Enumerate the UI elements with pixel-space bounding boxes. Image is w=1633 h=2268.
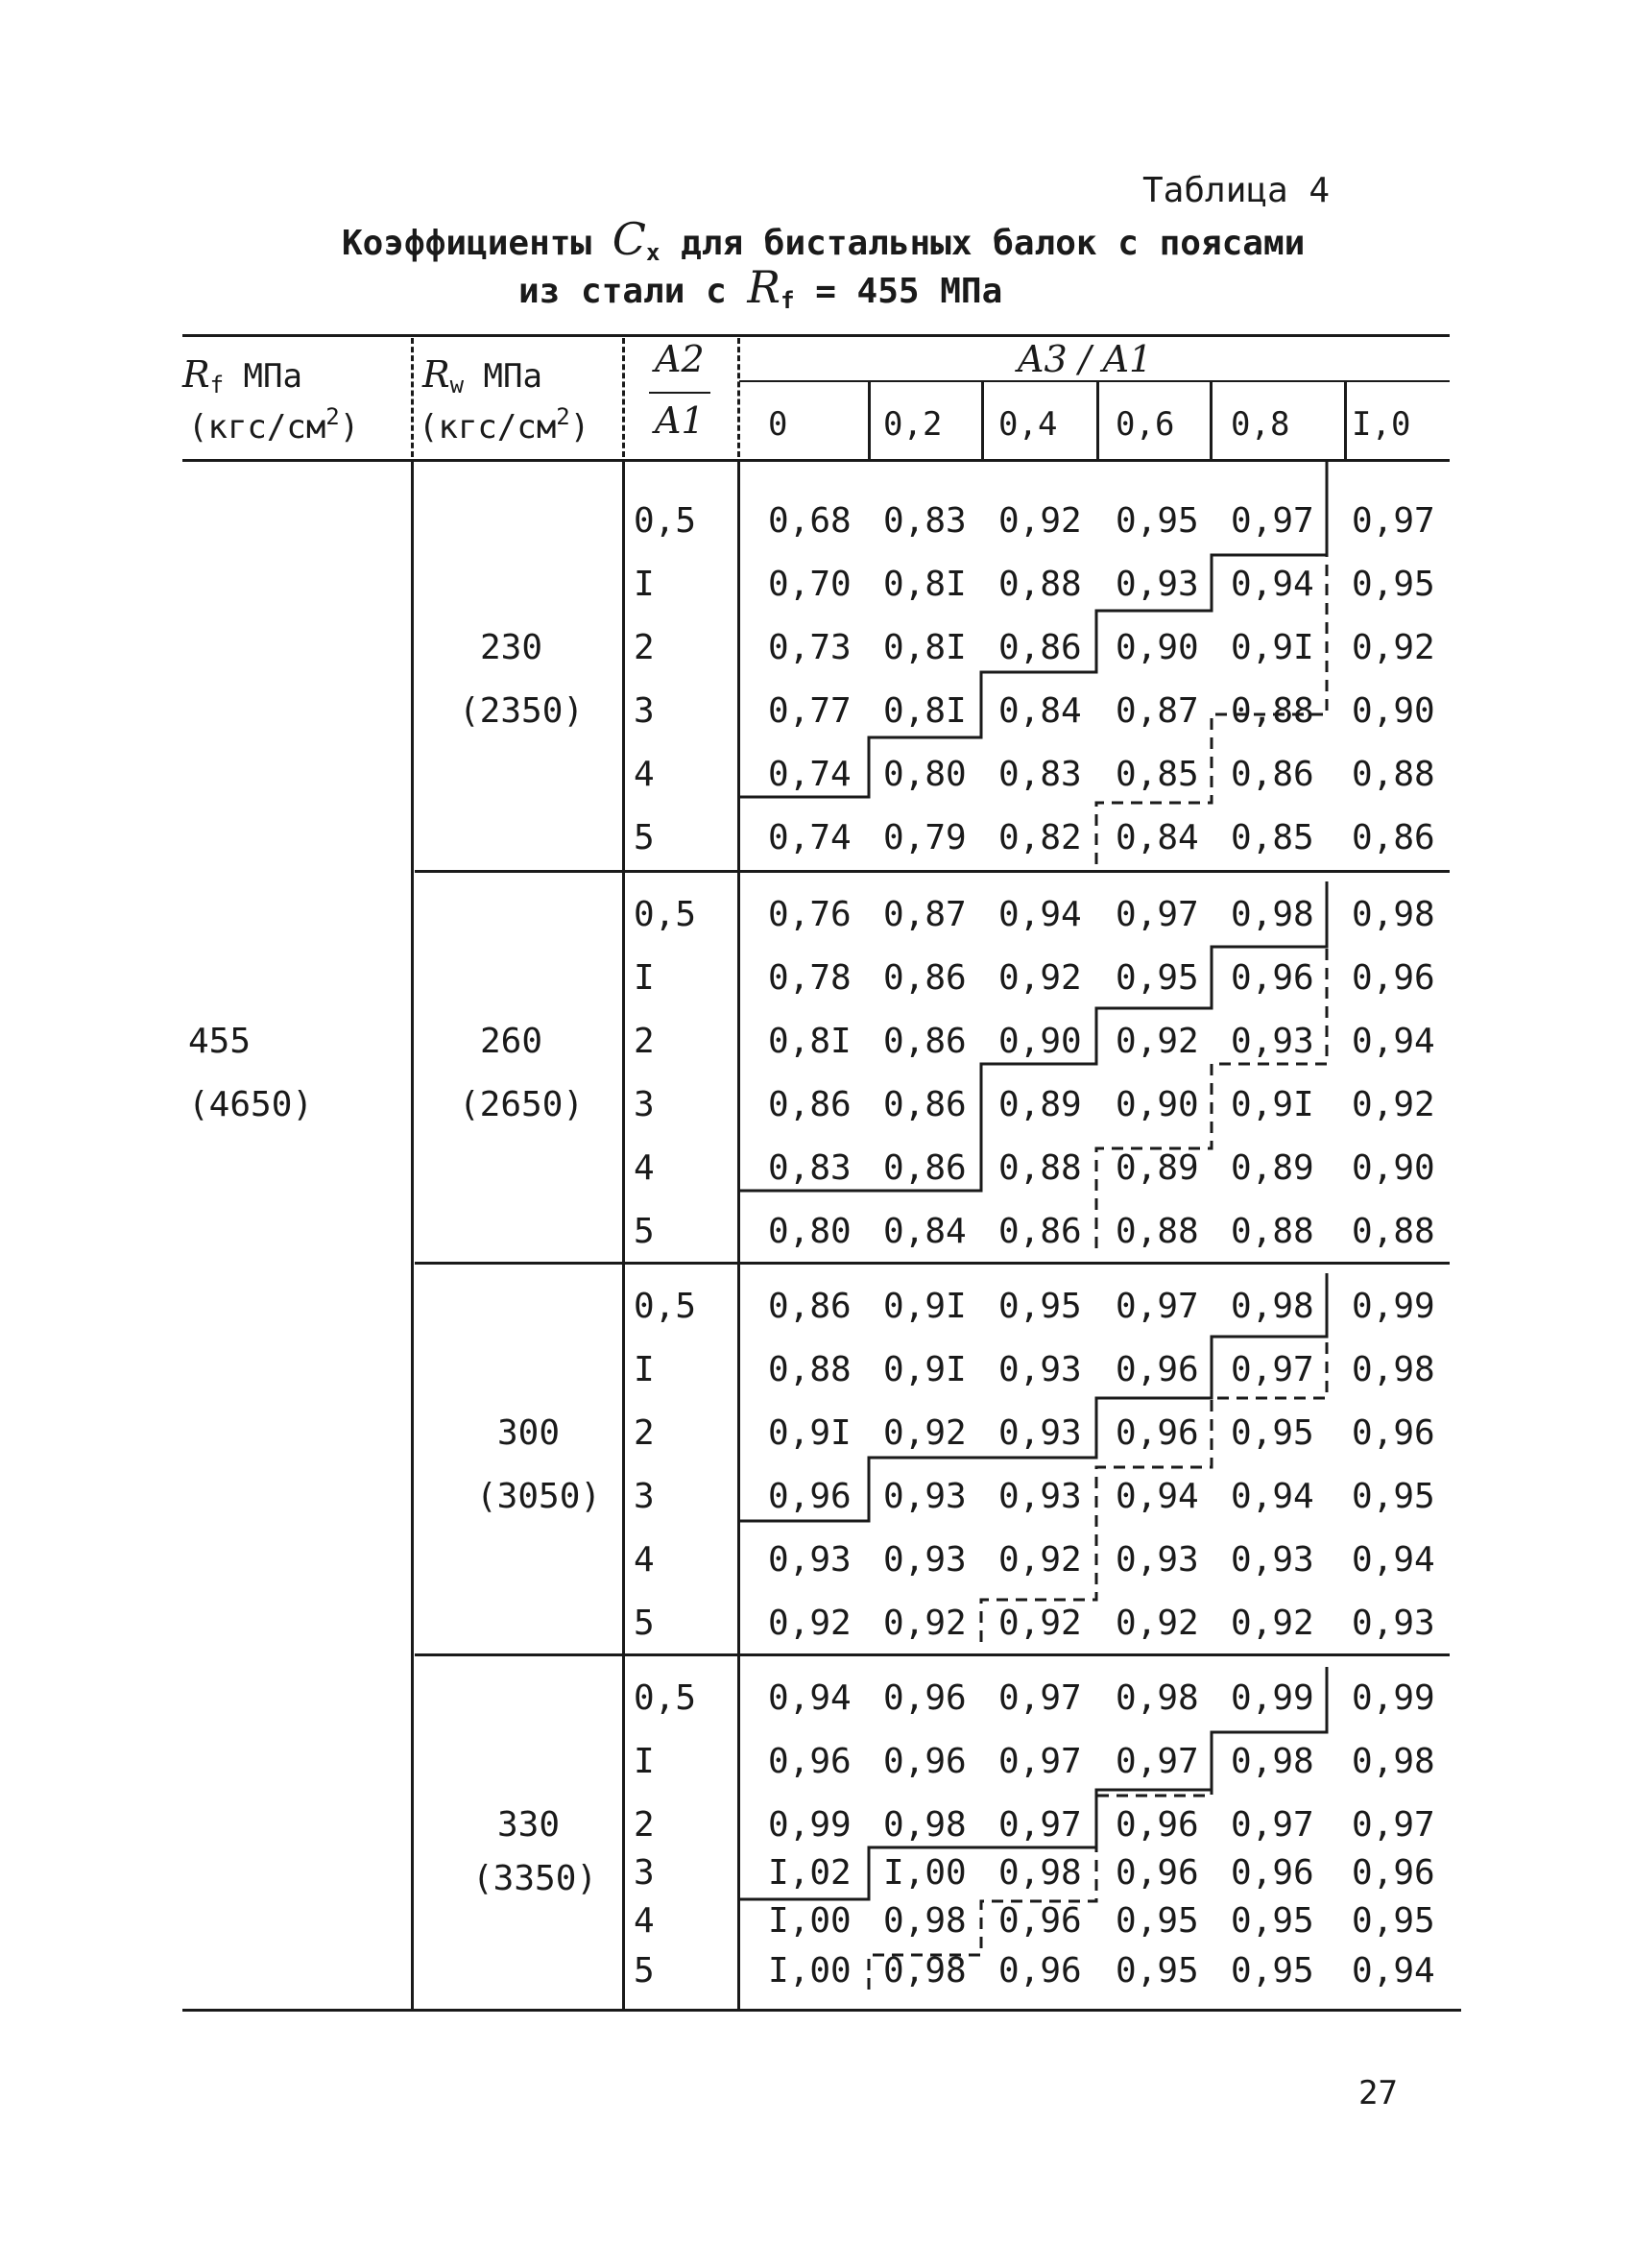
value-cell: 0,99 [1352,1287,1435,1326]
col-header-08: 0,8 [1231,405,1290,444]
value-cell: 0,97 [1231,1350,1314,1389]
value-cell: 0,94 [1352,1951,1435,1991]
table-label: Таблица 4 [1142,171,1331,210]
value-cell: 0,90 [1116,1085,1199,1124]
value-cell: 0,70 [768,565,852,604]
value-cell: 0,83 [768,1148,852,1188]
rw-value: 300 [497,1413,561,1453]
value-cell: 0,95 [1116,958,1199,998]
col-header-0: 0 [768,405,788,444]
value-cell: 0,98 [1231,895,1314,934]
value-cell: 0,98 [883,1901,967,1941]
a2a1-cell: 5 [634,1212,655,1251]
value-cell: I,02 [768,1853,852,1893]
value-cell: 0,88 [1231,691,1314,731]
value-cell: 0,83 [883,501,967,541]
value-cell: 0,74 [768,818,852,857]
value-cell: 0,95 [1352,1901,1435,1941]
value-cell: 0,93 [768,1540,852,1580]
value-cell: 0,96 [1116,1853,1199,1893]
stair-solid-b4 [739,1667,1327,1899]
value-cell: 0,94 [1231,1477,1314,1516]
value-cell: 0,86 [768,1287,852,1326]
value-cell: 0,92 [998,1604,1082,1643]
a2a1-cell: I [634,958,655,998]
col-header-04: 0,4 [998,405,1058,444]
value-cell: 0,93 [883,1477,967,1516]
value-cell: 0,88 [1116,1212,1199,1251]
a2a1-cell: 0,5 [634,501,697,541]
value-cell: 0,86 [998,1212,1082,1251]
value-cell: 0,88 [998,565,1082,604]
value-cell: 0,86 [768,1085,852,1124]
value-cell: 0,95 [1116,501,1199,541]
value-cell: 0,97 [998,1678,1082,1718]
value-cell: 0,97 [1231,1805,1314,1845]
a2a1-cell: 5 [634,1604,655,1643]
value-cell: 0,97 [998,1805,1082,1845]
value-cell: 0,93 [1116,565,1199,604]
value-cell: 0,92 [998,1540,1082,1580]
a2-denominator: A1 [655,399,705,442]
value-cell: 0,92 [1352,628,1435,667]
value-cell: 0,94 [1231,565,1314,604]
value-cell: 0,95 [1352,1477,1435,1516]
value-cell: 0,92 [998,501,1082,541]
value-cell: 0,96 [1231,958,1314,998]
value-cell: 0,88 [1231,1212,1314,1251]
value-cell: 0,92 [1116,1604,1199,1643]
value-cell: 0,98 [998,1853,1082,1893]
value-cell: 0,86 [883,958,967,998]
rw-value-kgs: (2650) [459,1085,585,1124]
a3a1-group-header: A3 / A1 [1018,338,1153,380]
stair-solid-b1 [739,461,1327,797]
value-cell: 0,96 [1352,1853,1435,1893]
value-cell: 0,80 [883,755,967,794]
cx-symbol: C [612,213,646,265]
value-cell: 0,98 [1352,1350,1435,1389]
value-cell: 0,95 [1352,565,1435,604]
a2a1-cell: 0,5 [634,1287,697,1326]
value-cell: 0,95 [1231,1413,1314,1453]
value-cell: 0,95 [1231,1951,1314,1991]
rw-header-symbol: R [422,353,450,396]
rf-value: 455 [188,1022,252,1061]
a2a1-cell: 4 [634,1148,655,1188]
value-cell: 0,86 [1352,818,1435,857]
value-cell: 0,92 [1352,1085,1435,1124]
value-cell: 0,96 [998,1901,1082,1941]
a2a1-cell: 3 [634,1085,655,1124]
value-cell: 0,84 [1116,818,1199,857]
value-cell: 0,86 [1231,755,1314,794]
rw-header-unit: МПа [464,357,542,396]
stair-dashed-b2 [1096,881,1327,1248]
a2a1-cell: 4 [634,1901,655,1941]
page-number: 27 [1358,2074,1398,2112]
value-cell: 0,93 [1116,1540,1199,1580]
value-cell: 0,98 [883,1805,967,1845]
value-cell: 0,68 [768,501,852,541]
rf-kgs-sup: 2 [325,403,340,430]
value-cell: 0,96 [1352,1413,1435,1453]
a2a1-cell: 0,5 [634,1678,697,1718]
value-cell: 0,95 [1231,1901,1314,1941]
value-cell: 0,95 [998,1287,1082,1326]
value-cell: 0,74 [768,755,852,794]
value-cell: 0,96 [998,1951,1082,1991]
value-cell: 0,98 [1231,1742,1314,1781]
title2-text-post: = 455 МПа [794,272,1003,311]
title2-text-pre: из стали с [518,272,748,311]
value-cell: 0,8I [768,1022,852,1061]
value-cell: 0,89 [998,1085,1082,1124]
value-cell: 0,89 [1231,1148,1314,1188]
value-cell: 0,79 [883,818,967,857]
value-cell: 0,93 [998,1477,1082,1516]
a2a1-cell: I [634,565,655,604]
rw-value-kgs: (3350) [472,1859,598,1898]
value-cell: 0,98 [883,1951,967,1991]
value-cell: 0,93 [1352,1604,1435,1643]
stair-dashed-b1 [1096,461,1327,864]
value-cell: 0,95 [1116,1901,1199,1941]
col-header-10: I,0 [1352,405,1411,444]
value-cell: 0,99 [768,1805,852,1845]
value-cell: 0,96 [1116,1805,1199,1845]
value-cell: 0,92 [1116,1022,1199,1061]
rw-value-kgs: (3050) [476,1477,602,1516]
a2-numerator: A2 [655,338,705,380]
value-cell: 0,92 [883,1413,967,1453]
a2a1-cell: 5 [634,1951,655,1991]
value-cell: 0,99 [1231,1678,1314,1718]
value-cell: 0,92 [883,1604,967,1643]
value-cell: 0,90 [1116,628,1199,667]
value-cell: 0,97 [998,1742,1082,1781]
value-cell: 0,83 [998,755,1082,794]
value-cell: 0,93 [1231,1022,1314,1061]
col-header-02: 0,2 [883,405,943,444]
value-cell: 0,86 [883,1085,967,1124]
stair-solid-b2 [739,881,1327,1191]
a2a1-cell: I [634,1350,655,1389]
value-cell: 0,97 [1352,1805,1435,1845]
rf-kgs-pre: (кгс/см [188,408,326,446]
rf-header-symbol: R [182,353,210,396]
rf-symbol: R [747,261,781,313]
value-cell: 0,8I [883,565,967,604]
a2a1-cell: 5 [634,818,655,857]
a2a1-cell: 2 [634,628,655,667]
a2a1-cell: 3 [634,1853,655,1893]
rf-subscript: f [780,287,795,314]
cx-subscript: x [645,239,660,266]
value-cell: 0,93 [998,1350,1082,1389]
rf-header-unit: МПа [224,357,302,396]
value-cell: I,00 [768,1951,852,1991]
value-cell: 0,93 [883,1540,967,1580]
value-cell: 0,89 [1116,1148,1199,1188]
value-cell: 0,77 [768,691,852,731]
value-cell: 0,8I [883,691,967,731]
value-cell: 0,84 [883,1212,967,1251]
value-cell: 0,9I [768,1413,852,1453]
value-cell: 0,98 [1352,1742,1435,1781]
value-cell: 0,97 [1231,501,1314,541]
value-cell: 0,92 [768,1604,852,1643]
value-cell: 0,96 [1116,1413,1199,1453]
value-cell: 0,90 [998,1022,1082,1061]
value-cell: 0,73 [768,628,852,667]
value-cell: 0,87 [883,895,967,934]
value-cell: 0,87 [1116,691,1199,731]
a2a1-cell: 2 [634,1805,655,1845]
rw-value: 260 [480,1022,543,1061]
value-cell: 0,84 [998,691,1082,731]
value-cell: 0,76 [768,895,852,934]
rf-header-sub: f [209,372,225,398]
value-cell: 0,90 [1352,691,1435,731]
value-cell: 0,98 [1116,1678,1199,1718]
value-cell: 0,86 [883,1022,967,1061]
col-header-06: 0,6 [1116,405,1175,444]
value-cell: 0,88 [998,1148,1082,1188]
value-cell: 0,98 [1231,1287,1314,1326]
value-cell: 0,85 [1116,755,1199,794]
rw-kgs-post: ) [569,408,590,446]
a2a1-cell: I [634,1742,655,1781]
a2a1-cell: 2 [634,1022,655,1061]
value-cell: 0,96 [768,1742,852,1781]
value-cell: 0,86 [998,628,1082,667]
value-cell: 0,97 [1116,1742,1199,1781]
value-cell: 0,98 [1352,895,1435,934]
rw-kgs-pre: (кгс/см [419,408,557,446]
value-cell: 0,88 [1352,755,1435,794]
rw-header-sub: w [449,372,465,398]
value-cell: 0,8I [883,628,967,667]
value-cell: 0,9I [883,1287,967,1326]
a2a1-cell: 4 [634,755,655,794]
value-cell: 0,92 [998,958,1082,998]
value-cell: 0,92 [1231,1604,1314,1643]
value-cell: 0,80 [768,1212,852,1251]
a2a1-cell: 4 [634,1540,655,1580]
rw-value: 230 [480,628,543,667]
value-cell: 0,86 [883,1148,967,1188]
title-text-pre: Коэффициенты [342,224,612,263]
rw-value-kgs: (2350) [459,691,585,731]
value-cell: 0,94 [1352,1540,1435,1580]
value-cell: 0,9I [1231,1085,1314,1124]
rw-value: 330 [497,1805,561,1845]
a2a1-cell: 0,5 [634,895,697,934]
value-cell: I,00 [768,1901,852,1941]
value-cell: 0,99 [1352,1678,1435,1718]
value-cell: 0,94 [1352,1022,1435,1061]
a2a1-cell: 2 [634,1413,655,1453]
value-cell: 0,95 [1116,1951,1199,1991]
value-cell: 0,88 [1352,1212,1435,1251]
rf-kgs-post: ) [339,408,360,446]
title-text-post: для бистальных балок с поясами [660,224,1306,263]
value-cell: 0,78 [768,958,852,998]
value-cell: 0,90 [1352,1148,1435,1188]
a2a1-cell: 3 [634,691,655,731]
value-cell: 0,97 [1116,1287,1199,1326]
rw-kgs-sup: 2 [556,403,570,430]
value-cell: 0,94 [998,895,1082,934]
value-cell: 0,93 [1231,1540,1314,1580]
value-cell: 0,9I [1231,628,1314,667]
value-cell: 0,96 [1231,1853,1314,1893]
value-cell: 0,96 [1352,958,1435,998]
stair-dashed-b4 [869,1667,1327,1990]
value-cell: 0,97 [1116,895,1199,934]
value-cell: 0,85 [1231,818,1314,857]
value-cell: 0,9I [883,1350,967,1389]
value-cell: 0,96 [883,1742,967,1781]
rf-value-kgs: (4650) [188,1085,314,1124]
value-cell: 0,97 [1352,501,1435,541]
a2a1-cell: 3 [634,1477,655,1516]
value-cell: 0,93 [998,1413,1082,1453]
value-cell: 0,94 [768,1678,852,1718]
value-cell: 0,96 [768,1477,852,1516]
value-cell: 0,82 [998,818,1082,857]
value-cell: 0,96 [1116,1350,1199,1389]
value-cell: 0,88 [768,1350,852,1389]
value-cell: I,00 [883,1853,967,1893]
value-cell: 0,96 [883,1678,967,1718]
value-cell: 0,94 [1116,1477,1199,1516]
